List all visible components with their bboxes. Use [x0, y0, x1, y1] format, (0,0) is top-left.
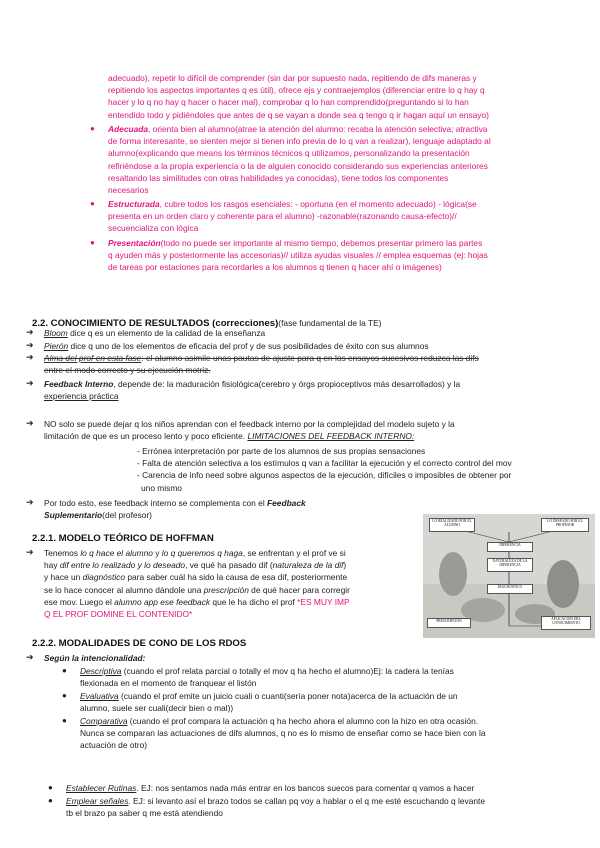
list-item	[62, 665, 580, 689]
text-line: - Falta de atención selectiva a los estímulos q van a facilitar la ejecución y el correcto control del mov	[137, 458, 512, 469]
text-span: , ve qué ha pasado dif (	[185, 560, 273, 571]
text-span: , se enfrentan y el prof ve si	[242, 548, 346, 558]
diagram-box: PRESCRIPCIÓN	[427, 618, 471, 628]
text-line: NO solo se puede dejar q los niños aprendan con el feedback interno por la complejidad del modelo sujeto y la	[44, 419, 455, 429]
author-name: Bloom	[44, 328, 68, 338]
text-line: : el alumno asimile unas pautas de ajuste para q en los ensayos sucesivos reduzca las difs	[141, 353, 479, 363]
text-line: dice q uno de los elementos de eficacia del prof y de sus posibilidades de éxito con sus alumnos	[68, 341, 429, 351]
text-span: hay	[44, 560, 60, 571]
text-span: prescripción	[203, 584, 249, 595]
arrow-icon: ➔	[26, 327, 34, 337]
subheading: Según la intencionalidad:	[44, 653, 146, 663]
text-line: entendido todo y pidiéndoles que antes de q se vayan a donde sea q tengo q ir hagan aquí un ensayo)	[108, 109, 489, 120]
list-item	[90, 123, 588, 196]
text-line: necesarios	[108, 185, 149, 196]
author-name: Alma del prof en esta fase	[44, 353, 142, 363]
term: Presentación	[108, 238, 161, 248]
diagram-box: DIAGNÓSTICO	[487, 584, 533, 594]
limitations-title: LIMITACIONES DEL FEEDBACK INTERNO:	[247, 431, 415, 442]
list-item	[44, 327, 265, 339]
term: Feedback	[267, 498, 306, 508]
text-line: (del profesor)	[102, 510, 152, 521]
text-line: (cuando el prof relata parcial o totally el mov q ha hecho el alumno)Ej: la cadera la tenías	[121, 666, 454, 676]
term: Descriptiva	[80, 666, 122, 676]
text-span: y hace un	[44, 572, 83, 583]
text-span: y	[152, 548, 162, 558]
text-span: que le ha dicho el prof	[210, 596, 298, 607]
term: Establecer Rutinas	[66, 783, 137, 793]
arrow-icon: ➔	[26, 340, 34, 350]
text-span: diagnóstico	[82, 572, 126, 583]
list-item	[48, 782, 586, 794]
text-span: )	[343, 560, 347, 571]
text-line: dice q es un elemento de la calidad de la enseñanza	[67, 328, 266, 338]
bullet-icon: ●	[48, 796, 53, 805]
list-item	[90, 198, 588, 235]
text-line: alumno, suele ser cuali(decir bien o mal))	[80, 703, 234, 714]
text-line: flexionada en el momento de franquear el listón	[80, 678, 257, 689]
bullet-icon: ●	[62, 716, 67, 725]
text-line: secuencializa con lógica	[108, 223, 199, 234]
text-line: - Errónea interpretación por parte de los alumnos de sus propias sensaciones	[137, 446, 426, 456]
section-heading: 2.2.1. MODELO TEÓRICO DE HOFFMAN	[32, 533, 214, 544]
section-heading: 2.2.2. MODALIDADES DE CONO DE LOS RDOS	[32, 638, 247, 649]
text-line: actuación de otro)	[80, 740, 148, 751]
diagram-box: DIFERENCIA	[487, 542, 533, 552]
text-span: *ES MUY IMP	[297, 596, 350, 607]
text-line: entre el modo correcto y su ejecución motriz.	[44, 365, 211, 376]
text-span: Tenemos	[44, 548, 81, 558]
list-item	[48, 795, 586, 819]
term: Adecuada	[108, 124, 149, 134]
text-line: hacer y lo q no hay q hacer o hacer mal), comprobar q lo han comprendido(preguntando si lo han	[108, 97, 469, 108]
text-line: , orienta bien al alumno(atrae la atención del alumno: recaba la atención selectiva; atractiva	[148, 124, 488, 134]
text-line: , depende de: la maduración fisiológica(cerebro y órgs propioceptivos más desarrollados) y la	[113, 379, 461, 389]
text-span: de qué hacer para corregir	[248, 584, 350, 595]
heading-text: 2.2. CONOCIMIENTO DE RESULTADOS (correcciones)	[32, 318, 279, 329]
term: Feedback Interno	[44, 379, 114, 389]
text-span: dif entre lo realizado y lo deseado	[59, 560, 186, 571]
list-item	[44, 418, 584, 442]
bullet-icon: ●	[90, 199, 95, 208]
text-line: (cuando el prof emite un juicio cuali o cuanti(sería poner nota)acerca de la actuación de un	[118, 691, 458, 701]
bullet-icon: ●	[48, 783, 53, 792]
list-item	[90, 237, 588, 274]
list-item	[62, 715, 580, 752]
bullet-icon: ●	[62, 666, 67, 675]
text-line: Q EL PROF DOMINE EL CONTENIDO*	[44, 609, 193, 620]
text-span: lo q queremos q haga	[161, 548, 243, 558]
term: Comparativa	[80, 716, 128, 726]
term: Emplear señales	[66, 796, 129, 806]
text-line: . EJ: si levanto así el brazo todos se callan pq voy a hablar o el q me esté escuchando q levante	[128, 796, 486, 806]
text-line: presenta en un orden claro y coherente para el alumno) -razonable(razonando causa-efecto)//	[108, 211, 457, 222]
text-line: Por todo esto, ese feedback interno se complementa con el	[44, 498, 268, 508]
bullet-icon: ●	[62, 691, 67, 700]
text-line: , cubre todos los rasgos esenciales: - oportuna (en el momento adecuado) - lógica(se	[159, 199, 477, 209]
text-line: adecuado), repetir lo difícil de comprender (sin dar por supuesto nada, repitiendo de difs maneras y	[108, 73, 477, 83]
diagram-box: LO REALIZADO POR EL ALUMNO	[429, 518, 475, 532]
text-line: resaltando las similitudes con otras habilidades ya conocidas), tiene todos los componentes	[108, 172, 449, 183]
list-item	[44, 352, 479, 376]
arrow-icon: ➔	[26, 352, 34, 362]
heading-note: (fase fundamental de la TE)	[278, 318, 382, 328]
list-item	[44, 340, 429, 352]
text-line: - Carencia de info need sobre algunos aspectos de la ejecución, difíciles o imposibles de obtener por	[137, 470, 512, 481]
text-line: refiriéndose a la propia experiencia o la de alguien conocido considerando sus experiencias anteriores	[108, 160, 488, 171]
text-span: se lo hace conocer al alumno dándole una	[44, 584, 204, 595]
text-line: Nunca se comparan las actuaciones de difs alumnos, q no es lo mismo de enseñar como se hace bien con la	[80, 728, 486, 739]
list-item	[44, 497, 306, 521]
term: Evaluativa	[80, 691, 119, 701]
text-line: de tareas por estaciones para recordarles a los alumnos q tienen q hacer ahí o imágenes)	[108, 262, 442, 273]
text-line: uno mismo	[141, 482, 182, 493]
text-line: de forma interesante, se sienten mejor si tienen info previa de lo q van a realizar), lenguaje adaptado al	[108, 136, 491, 147]
list-item	[44, 378, 460, 402]
text-line: (cuando el prof compara la actuación q ha hecho ahora el alumno con la hizo en otra ocasión.	[127, 716, 479, 726]
paragraph	[44, 547, 422, 620]
arrow-icon: ➔	[26, 652, 34, 662]
text-line: tb el brazo pa saber q me está atendiendo	[66, 808, 223, 819]
text-line: . EJ: nos sentamos nada más entrar en los bancos suecos para comentar q vamos a hacer	[136, 783, 475, 793]
term: Suplementario	[44, 510, 103, 521]
arrow-icon: ➔	[26, 547, 34, 557]
term: Estructurada	[108, 199, 160, 209]
author-name: Pierón	[44, 341, 69, 351]
text-line: (todo no puede ser importante al mismo tiempo, debemos presentar primero las partes	[160, 238, 483, 248]
limitations-list	[137, 445, 587, 494]
text-span: lo q hace el alumno	[80, 548, 153, 558]
text-span: ese mov. Luego el	[44, 596, 115, 607]
bullet-icon: ●	[90, 124, 95, 133]
text-span: naturaleza de la dif	[272, 560, 344, 571]
diagram-box: APLICACIÓN DEL CONOCIMIENTO	[541, 616, 591, 630]
text-line: experiencia práctica	[44, 391, 119, 402]
text-span: para saber cuál ha sido la causa de esa dif, posteriormente	[125, 572, 348, 583]
text-line: q ayuden más y posteriormente las accesorias)// utiliza ayudas visuales // emplea esquemas (ej: hojas	[108, 250, 488, 261]
list-item	[62, 690, 580, 714]
bullet-icon: ●	[90, 238, 95, 247]
arrow-icon: ➔	[26, 378, 34, 388]
diagram-box: NATURALEZA DE LA DIFERENCIA	[487, 558, 533, 572]
diagram-box: LO DESEADO POR EL PROFESOR	[541, 518, 589, 532]
arrow-icon: ➔	[26, 497, 34, 507]
top-continuation	[108, 72, 578, 121]
text-line: alumno(explicando que means los términos técnicos q utilizamos, personalizando la presentación	[108, 148, 470, 159]
text-line: limitación de que es un proceso lento y poco eficiente.	[44, 431, 248, 442]
hoffman-diagram-image	[423, 514, 595, 638]
text-line: repitiendo los aspectos importantes q es útil), ofrece ejs y contraejemplos (diferenciar entre lo q hay q	[108, 85, 485, 96]
text-span: alumno app ese feedback	[114, 596, 211, 607]
arrow-icon: ➔	[26, 418, 34, 428]
